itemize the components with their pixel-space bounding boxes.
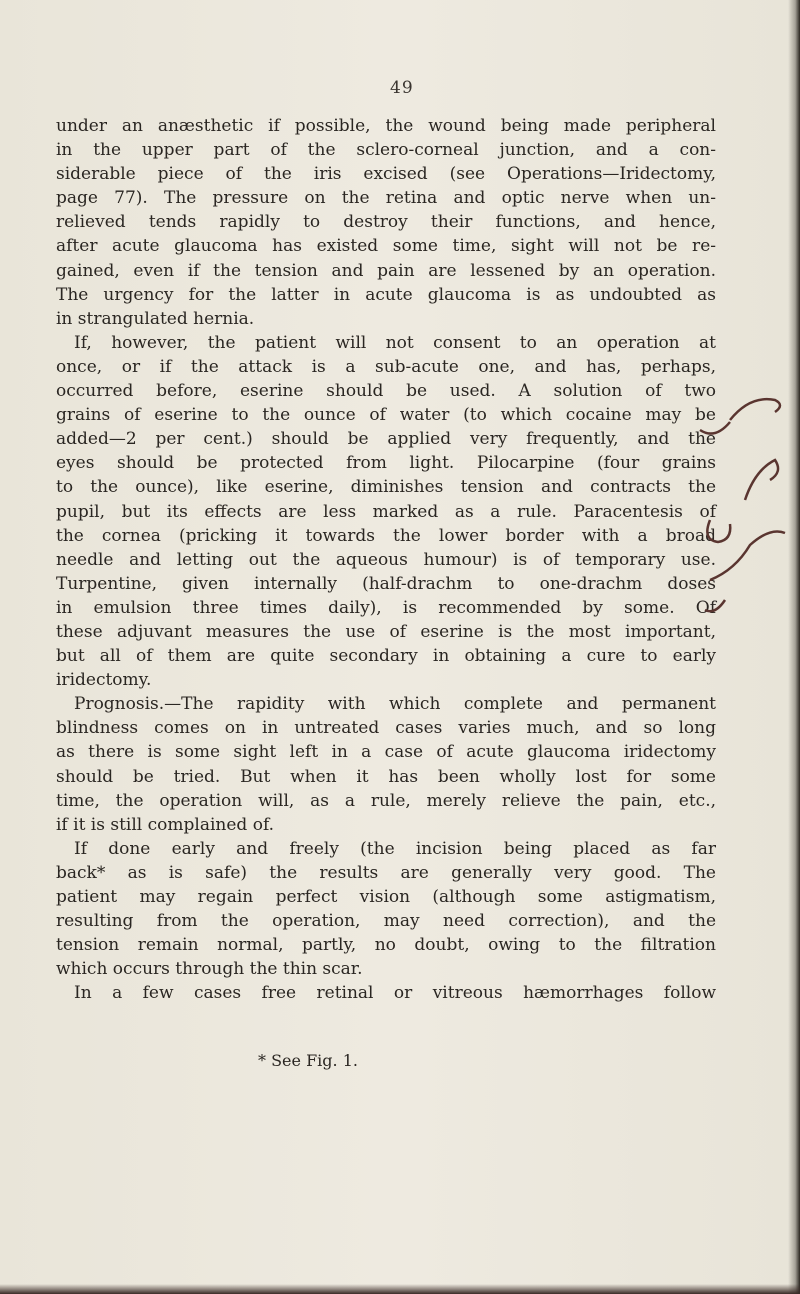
text-line: after acute glaucoma has existed some time, sight will not be re- bbox=[56, 236, 716, 257]
text-line: time, the operation will, as a rule, merely relieve the pain, etc., bbox=[56, 790, 716, 811]
text-line: relieved tends rapidly to destroy their functions, and hence, bbox=[56, 212, 716, 233]
text-line: back* as is safe) the results are generally very good. The bbox=[56, 862, 716, 883]
page-edge-shadow bbox=[788, 0, 800, 1294]
text-line: needle and letting out the aqueous humour) is of temporary use. bbox=[56, 549, 716, 570]
text-line: added—2 per cent.) should be applied very frequently, and the bbox=[56, 429, 716, 450]
text-line: once, or if the attack is a sub-acute one, and has, perhaps, bbox=[56, 356, 716, 377]
text-line: as there is some sight left in a case of acute glaucoma iridectomy bbox=[56, 742, 716, 763]
text-line: gained, even if the tension and pain are lessened by an operation. bbox=[56, 260, 716, 281]
text-line: should be tried. But when it has been wholly lost for some bbox=[56, 766, 716, 787]
text-line: patient may regain perfect vision (although some astigmatism, bbox=[56, 887, 716, 907]
footnote: * See Fig. 1. bbox=[258, 1051, 358, 1070]
text-line: eyes should be protected from light. Pilocarpine (four grains bbox=[56, 453, 716, 474]
text-line: the cornea (pricking it towards the lower border with a broad bbox=[56, 525, 716, 546]
text-line: The urgency for the latter in acute glaucoma is as undoubted as bbox=[56, 284, 716, 305]
text-line: occurred before, eserine should be used. A solution of two bbox=[56, 381, 716, 402]
text-line: Prognosis.—The rapidity with which complete and permanent bbox=[74, 694, 716, 715]
text-line: tension remain normal, partly, no doubt, owing to the filtration bbox=[56, 935, 716, 956]
text-line: iridectomy. bbox=[56, 670, 152, 691]
text-line: but all of them are quite secondary in obtaining a cure to early bbox=[56, 646, 716, 667]
text-line: these adjuvant measures the use of eserine is the most important, bbox=[56, 621, 716, 642]
page-number: 49 bbox=[390, 78, 414, 98]
text-line: if it is still complained of. bbox=[56, 814, 275, 835]
text-line: If, however, the patient will not consent to an operation at bbox=[74, 332, 716, 353]
text-line: in strangulated hernia. bbox=[56, 308, 255, 329]
text-line: which occurs through the thin scar. bbox=[56, 959, 363, 980]
text-line: to the ounce), like eserine, diminishes tension and contracts the bbox=[56, 477, 716, 498]
text-line: resulting from the operation, may need correction), and the bbox=[56, 911, 716, 932]
handwritten-margin-annotations bbox=[690, 360, 800, 640]
text-line: under an anæsthetic if possible, the wound being made peripheral bbox=[56, 116, 716, 136]
text-line: page 77). The pressure on the retina and optic nerve when un- bbox=[56, 188, 716, 209]
text-line: siderable piece of the iris excised (see Operations—Iridectomy, bbox=[56, 164, 716, 185]
page-bottom-edge bbox=[0, 1284, 800, 1294]
text-line: In a few cases free retinal or vitreous hæmorrhages follow bbox=[74, 983, 716, 1004]
text-line: in emulsion three times daily), is recommended by some. Of bbox=[56, 597, 716, 618]
text-line: pupil, but its effects are less marked as a rule. Paracentesis of bbox=[56, 501, 716, 522]
text-line: blindness comes on in untreated cases varies much, and so long bbox=[56, 718, 716, 739]
body-text bbox=[56, 114, 716, 1005]
text-line: Turpentine, given internally (half-drachm to one-drachm doses bbox=[56, 573, 716, 594]
text-line: If done early and freely (the incision being placed as far bbox=[74, 838, 716, 859]
text-line: in the upper part of the sclero-corneal junction, and a con- bbox=[56, 140, 716, 161]
text-line: grains of eserine to the ounce of water (to which cocaine may be bbox=[56, 405, 716, 426]
